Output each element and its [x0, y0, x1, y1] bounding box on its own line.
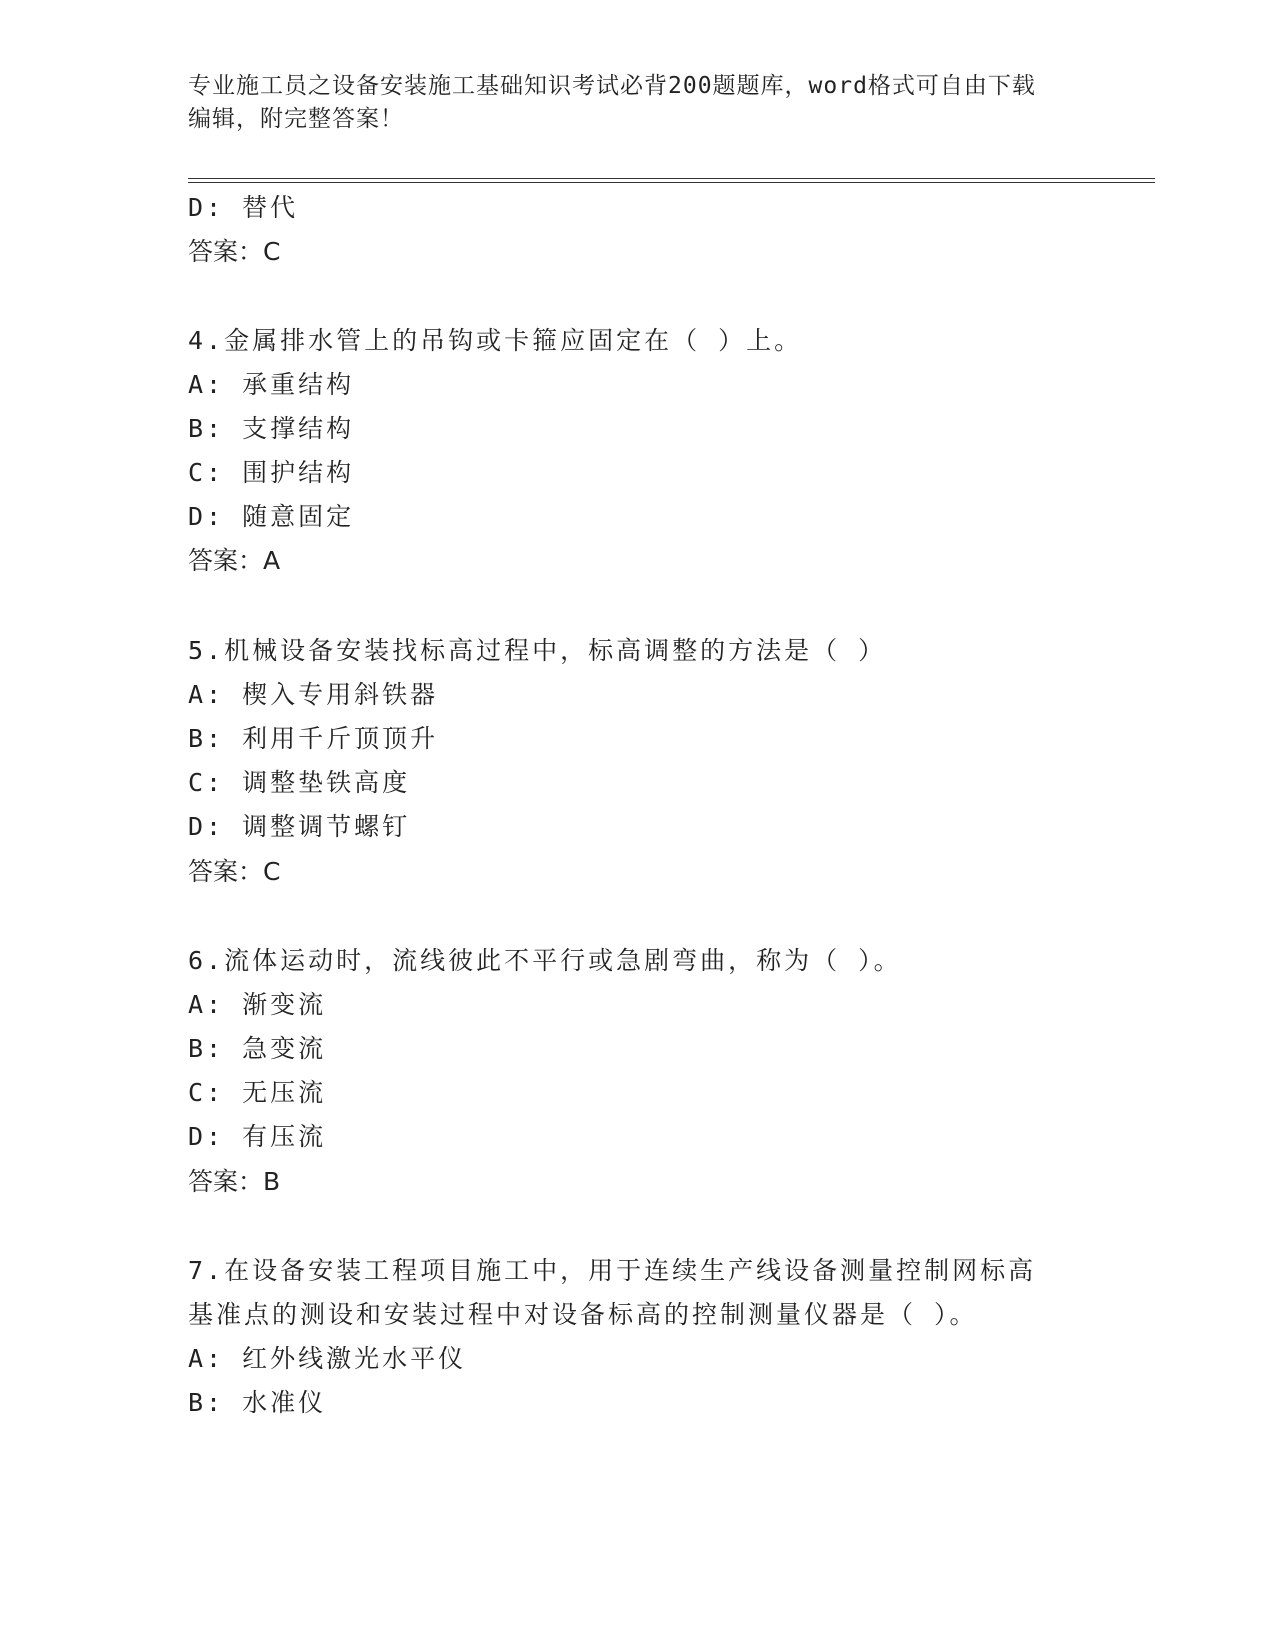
q4-answer: 答案：A	[188, 546, 281, 575]
q4-question: 4.金属排水管上的吊钩或卡箍应固定在（ ）上。	[188, 326, 803, 355]
q4-option-d: D: 随意固定	[188, 502, 355, 531]
q4-option-b: B: 支撑结构	[188, 414, 355, 443]
header-line-2: 编辑，附完整答案！	[188, 106, 404, 132]
q5-option-a: A: 楔入专用斜铁器	[188, 680, 439, 709]
q7-question-line-1: 7.在设备安装工程项目施工中，用于连续生产线设备测量控制网标高	[188, 1256, 1037, 1285]
header-divider-top	[188, 178, 1155, 179]
q6-question: 6.流体运动时，流线彼此不平行或急剧弯曲，称为（ ）。	[188, 946, 902, 975]
q5-option-d: D: 调整调节螺钉	[188, 812, 411, 841]
q6-option-b: B: 急变流	[188, 1034, 327, 1063]
q7-question-line-2: 基准点的测设和安装过程中对设备标高的控制测量仪器是（ ）。	[188, 1300, 978, 1329]
q6-option-a: A: 渐变流	[188, 990, 327, 1019]
q4-option-c: C: 围护结构	[188, 458, 355, 487]
q5-option-c: C: 调整垫铁高度	[188, 768, 411, 797]
page-header	[188, 70, 1088, 136]
header-line-1: 专业施工员之设备安装施工基础知识考试必背200题题库，word格式可自由下载	[188, 73, 1036, 99]
q6-option-d: D: 有压流	[188, 1122, 327, 1151]
q3-option-d: D: 替代	[188, 193, 299, 222]
q6-option-c: C: 无压流	[188, 1078, 327, 1107]
q5-question: 5.机械设备安装找标高过程中，标高调整的方法是（ ）	[188, 636, 887, 665]
header-divider-bottom	[188, 182, 1155, 183]
q5-answer: 答案：C	[188, 857, 281, 886]
q4-option-a: A: 承重结构	[188, 370, 355, 399]
q3-answer: 答案：C	[188, 237, 281, 266]
q7-option-a: A: 红外线激光水平仪	[188, 1344, 467, 1373]
q6-answer: 答案：B	[188, 1167, 281, 1196]
q5-option-b: B: 利用千斤顶顶升	[188, 724, 439, 753]
q7-option-b: B: 水准仪	[188, 1388, 327, 1417]
